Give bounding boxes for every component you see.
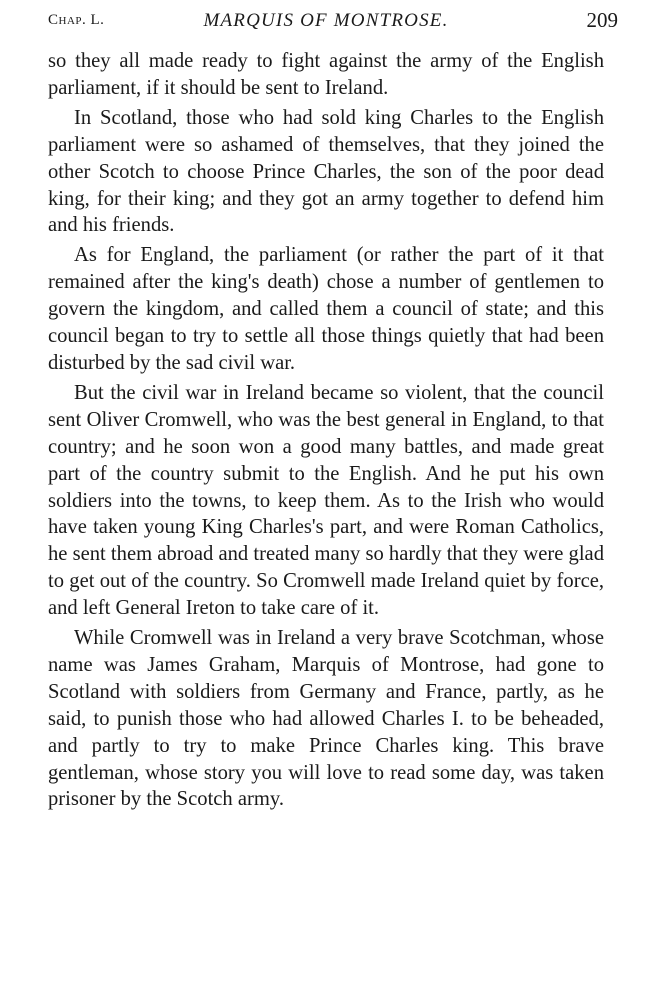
body-text [48, 48, 604, 813]
paragraph-ireland: But the civil war in Ireland became so violent, that the council sent Oliver Cromwell, who was the best general in England, to that country; and he soon won a good many battles, and made great part of the country submit to the English. And he put his own soldiers into the towns, to keep them. As to the Irish who would have taken young King Charles's part, and were Roman Catholics, he sent them abroad and treated many so hardly that they were glad to get out of the country. So Cromwell made Ireland quiet by force, and left General Ireton to take care of it. [48, 381, 604, 620]
running-title: MARQUIS OF MONTROSE. [203, 10, 449, 31]
page-number: 209 [586, 8, 618, 32]
chapter-label: Chap. L. [48, 12, 105, 28]
paragraph-continuation: so they all made ready to fight against the army of the English parliament, if it should be sent to Ireland. [48, 50, 604, 99]
running-head [48, 6, 618, 40]
paragraph-scotland: In Scotland, those who had sold king Charles to the English parliament were so ashamed of themselves, that they joined the other Scotch to choose Prince Charles, the son of the poor dead king, for their king; and they got an army together to defend him and his friends. [48, 106, 604, 237]
book-page [48, 6, 618, 813]
paragraph-montrose: While Cromwell was in Ireland a very brave Scotchman, whose name was James Graham, Marquis of Montrose, had gone to Scotland with soldiers from Germany and France, partly, as he said, to punish those who had allowed Charles I. to be beheaded, and partly to try to make Prince Charles king. This brave gentleman, whose story you will love to read some day, was taken prisoner by the Scotch army. [48, 627, 604, 811]
paragraph-england: As for England, the parliament (or rather the part of it that remained after the king's death) chose a number of gentlemen to govern the kingdom, and called them a council of state; and this council began to try to settle all those things quietly that had been disturbed by the sad civil war. [48, 244, 604, 374]
